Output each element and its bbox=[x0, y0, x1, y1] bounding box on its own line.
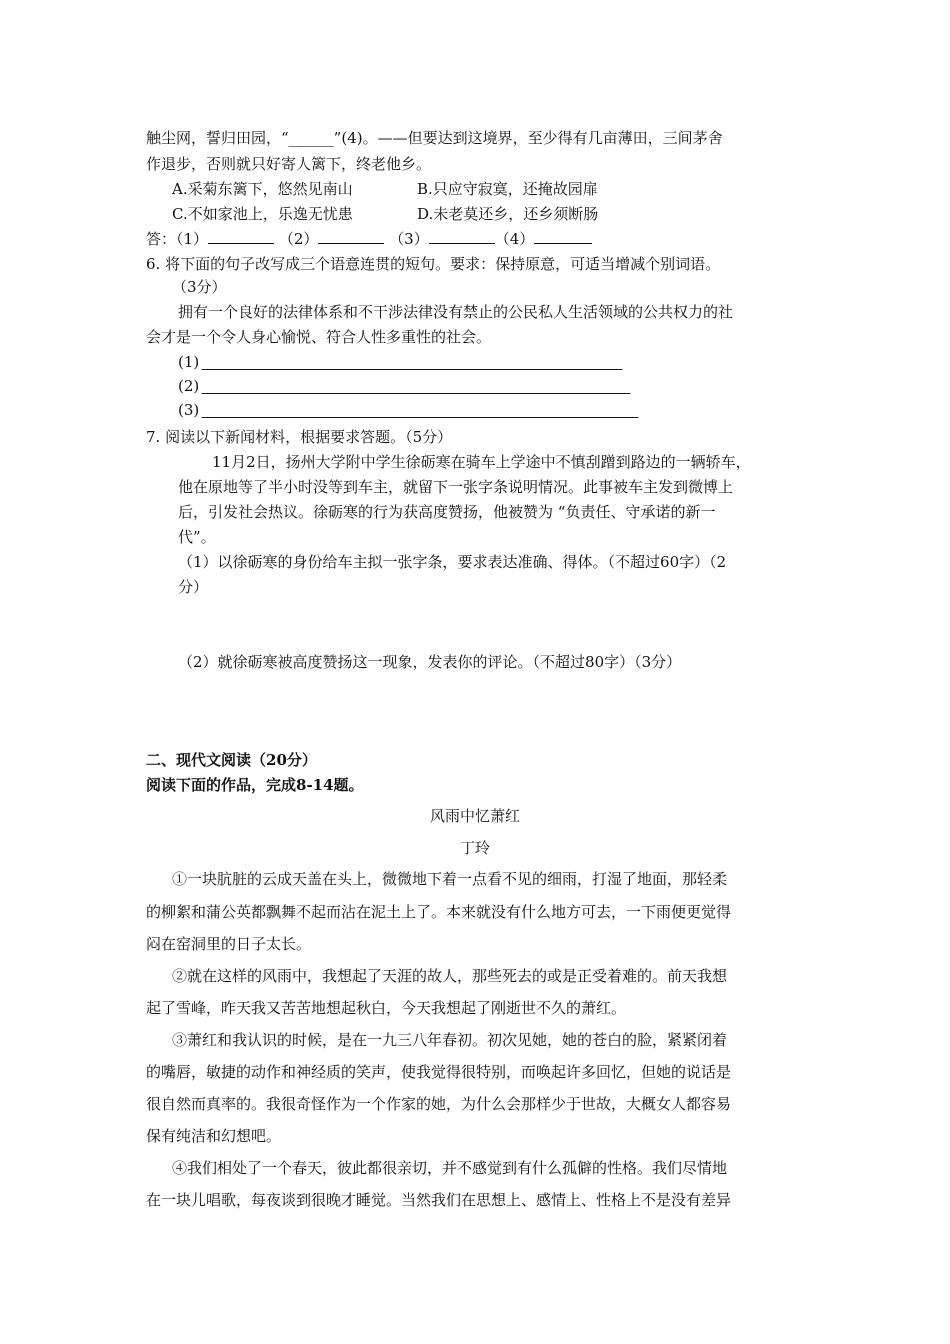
q6-label-1: (1) bbox=[178, 353, 200, 371]
q6-answer-line-3[interactable] bbox=[202, 417, 638, 418]
q7-news-line-3: 后，引发社会热议。徐砺寒的行为获高度赞扬，他被赞为 “负责任、守承诺的新一 bbox=[178, 503, 716, 521]
q6-answer-line-1[interactable] bbox=[202, 369, 622, 370]
paragraph-1-line-2: 的柳絮和蒲公英都飘舞不起而沾在泥土上了。本来就没有什么地方可去，一下雨便更觉得 bbox=[146, 903, 732, 921]
paragraph-2-line-2: 起了雪峰，昨天我又苦苦地想起秋白，今天我想起了刚逝世不久的萧红。 bbox=[146, 999, 627, 1017]
q5-line-1: 触尘网，誓归田园，“______”(4)。——但要达到这境界，至少得有几亩薄田，三间茅舍 bbox=[146, 129, 723, 147]
q6-sentence-2: 会才是一个令人身心愉悦、符合人性多重性的社会。 bbox=[146, 328, 492, 346]
answer-prefix: 答： bbox=[146, 230, 177, 248]
q7-sub1-line-2: 分） bbox=[178, 578, 209, 596]
paragraph-2-line-1: ②就在这样的风雨中，我想起了天涯的故人，那些死去的或是正受着难的。前天我想 bbox=[172, 967, 728, 985]
section-instruction: 阅读下面的作品，完成8-14题。 bbox=[146, 776, 364, 794]
q5-blank: ______ bbox=[288, 129, 334, 147]
q6-points: （3分） bbox=[172, 278, 227, 296]
paragraph-3-line-2: 的嘴唇，敏捷的动作和神经质的笑声，使我觉得很特别，而唤起许多回忆，但她的说话是 bbox=[146, 1063, 732, 1081]
q7-prompt: 7. 阅读以下新闻材料，根据要求答题。（5分） bbox=[146, 428, 453, 446]
answer-blank-2[interactable] bbox=[318, 243, 384, 244]
answer-blank-1[interactable] bbox=[208, 243, 274, 244]
answer-blank-4[interactable] bbox=[534, 243, 592, 244]
q5-option-b: B.只应守寂寞，还掩故园扉 bbox=[417, 180, 598, 198]
q7-sub2: （2）就徐砺寒被高度赞扬这一现象，发表你的评论。（不超过80字）（3分） bbox=[178, 653, 682, 671]
answer-label-2: （2） bbox=[278, 230, 319, 248]
paragraph-3-line-4: 保有纯洁和幻想吧。 bbox=[146, 1127, 282, 1145]
paragraph-3-line-1: ③萧红和我认识的时候，是在一九三八年春初。初次见她，她的苍白的脸，紧紧闭着 bbox=[172, 1031, 728, 1049]
q6-label-2: (2) bbox=[178, 377, 200, 395]
q7-news-line-2: 他在原地等了半小时没等到车主，就留下一张字条说明情况。此事被车主发到微博上 bbox=[178, 478, 734, 496]
article-title: 风雨中忆萧红 bbox=[429, 807, 520, 825]
q7-news-line-4: 代”。 bbox=[178, 528, 216, 546]
answer-label-1: （1） bbox=[176, 230, 209, 248]
q5-option-c: C.不如家池上，乐逸无忧患 bbox=[172, 205, 353, 223]
article-author: 丁玲 bbox=[459, 839, 490, 857]
q5-line-2: 作退步，否则就只好寄人篱下，终老他乡。 bbox=[146, 155, 432, 173]
q5-answer-line bbox=[146, 229, 592, 249]
paragraph-4-line-2: 在一块儿唱歌，每夜谈到很晚才睡觉。当然我们在思想上、感情上、性格上不是没有差异 bbox=[146, 1191, 732, 1209]
q5-option-d: D.未老莫还乡，还乡须断肠 bbox=[417, 205, 599, 223]
paragraph-3-line-3: 很自然而真率的。我很奇怪作为一个作家的她，为什么会那样少于世故，大概女人都容易 bbox=[146, 1095, 732, 1113]
q7-news-line-1: 11月2日，扬州大学附中学生徐砺寒在骑车上学途中不慎刮蹭到路边的一辆轿车， bbox=[212, 453, 751, 471]
paragraph-4-line-1: ④我们相处了一个春天，彼此都很亲切，并不感觉到有什么孤僻的性格。我们尽情地 bbox=[172, 1159, 728, 1177]
paragraph-1-line-1: ①一块肮脏的云成天盖在头上，微微地下着一点看不见的细雨，打湿了地面，那轻柔 bbox=[172, 870, 728, 888]
answer-label-4: （4） bbox=[494, 230, 535, 248]
q5-option-a: A.采菊东篱下，悠然见南山 bbox=[172, 180, 353, 198]
q6-answer-line-2[interactable] bbox=[202, 393, 630, 394]
answer-label-3: （3） bbox=[389, 230, 429, 248]
q6-label-3: (3) bbox=[178, 401, 200, 419]
section-heading: 二、现代文阅读（20分） bbox=[146, 751, 317, 769]
q6-sentence-1: 拥有一个良好的法律体系和不干涉法律没有禁止的公民私人生活领域的公共权力的社 bbox=[178, 303, 734, 321]
answer-blank-3[interactable] bbox=[429, 243, 495, 244]
q7-sub1-line-1: （1）以徐砺寒的身份给车主拟一张字条，要求表达准确、得体。（不超过60字）（2 bbox=[178, 553, 727, 571]
q6-prompt: 6. 将下面的句子改写成三个语意连贯的短句。要求：保持原意，可适当增减个别词语。 bbox=[146, 255, 721, 273]
paragraph-1-line-3: 闷在窑洞里的日子太长。 bbox=[146, 935, 312, 953]
